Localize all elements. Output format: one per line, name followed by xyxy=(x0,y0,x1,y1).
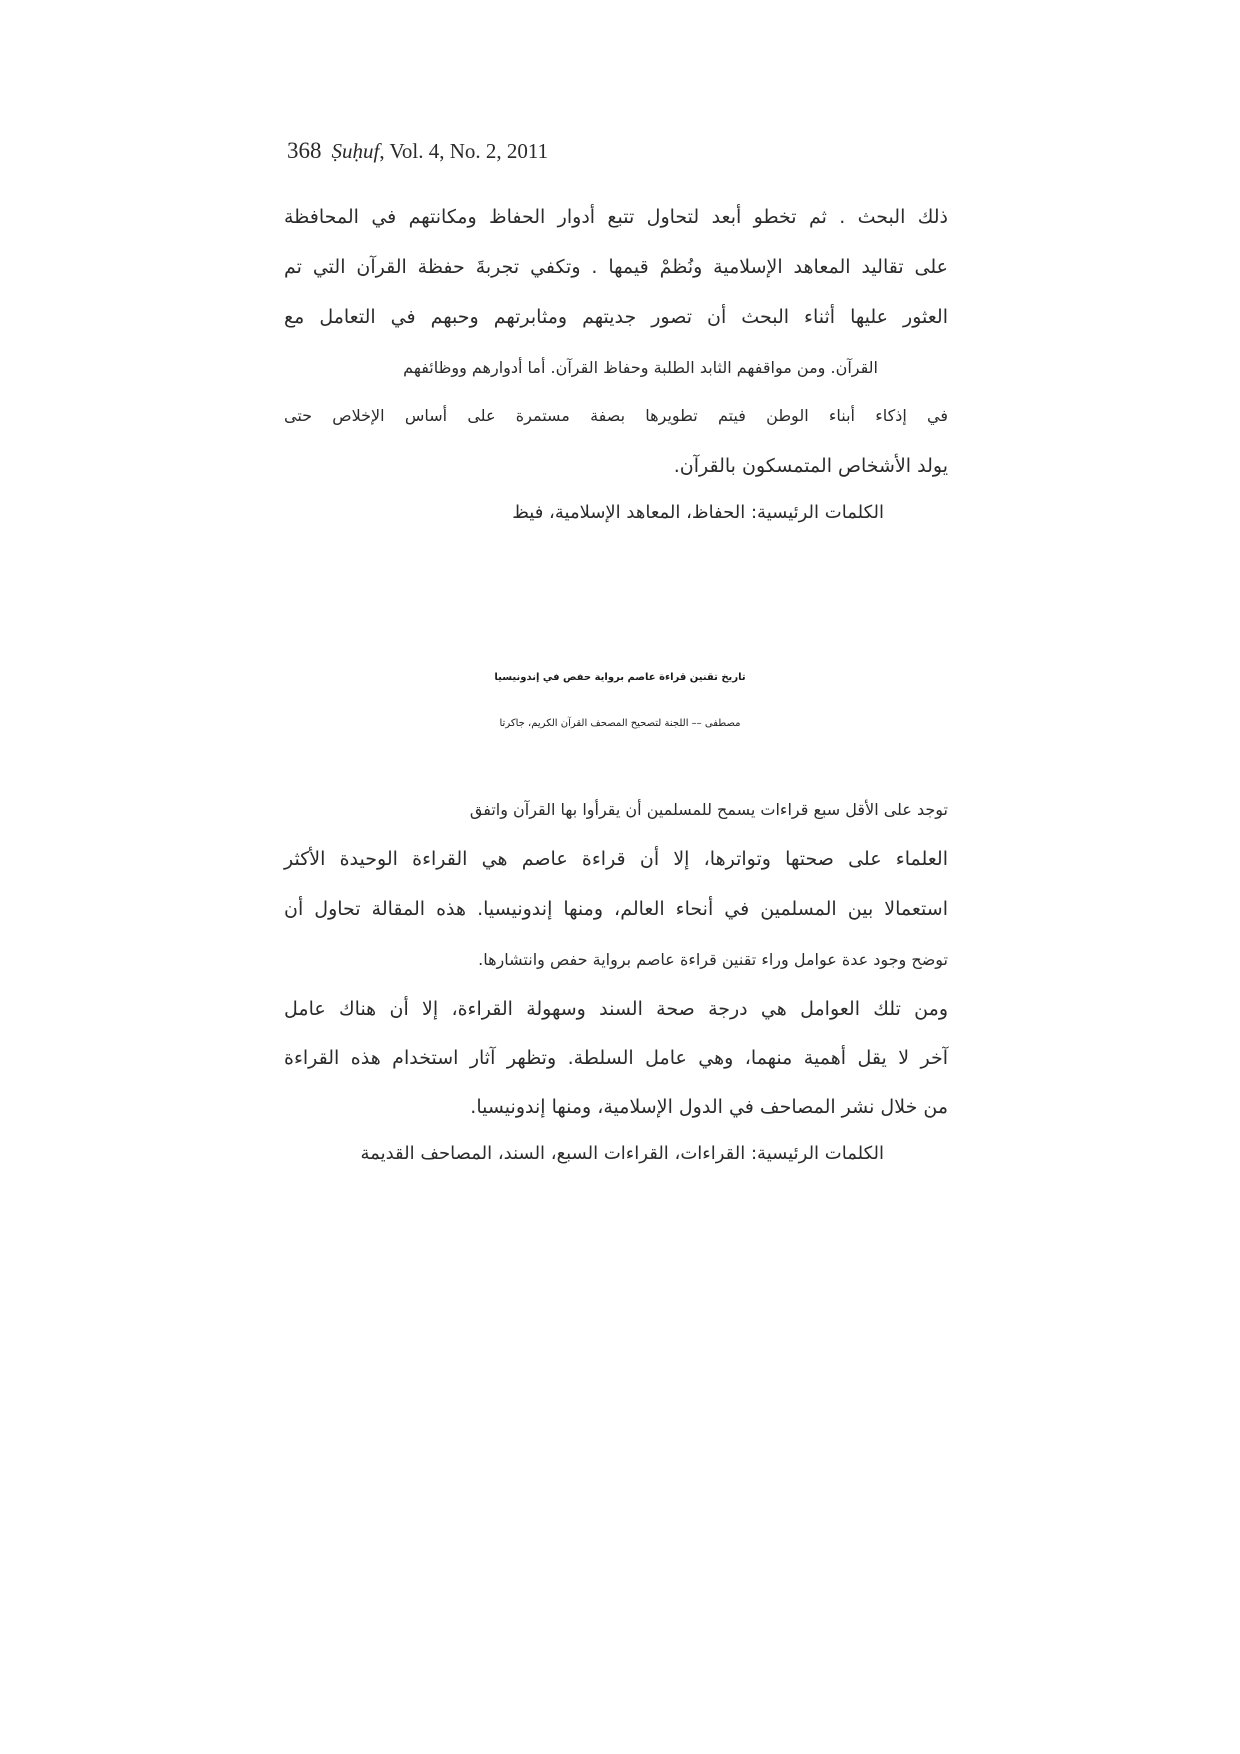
page-number: 368 xyxy=(287,138,322,163)
abstract-2-line: توضح وجود عدة عوامل وراء تقنين قراءة عاصم برواية حفص وانتشارها. xyxy=(478,950,948,969)
journal-name: Ṣuḥuf xyxy=(331,139,380,163)
abstract-2-line: ومن تلك العوامل هي درجة صحة السند وسهولة القراءة، إلا أن هناك عامل xyxy=(284,998,948,1020)
article-author: مصطفى –– اللجنة لتصحيح المصحف القرآن الكريم، جاكرتا xyxy=(499,718,741,729)
abstract-1-keywords: الكلمات الرئيسية: الحفاظ، المعاهد الإسلامية، فيظ xyxy=(512,502,884,523)
abstract-1-line: ذلك البحث . ثم تخطو أبعد لتحاول تتبع أدوار الحفاظ ومكانتهم في المحافظة xyxy=(284,206,948,228)
abstract-2-line: استعمالا بين المسلمين في أنحاء العالم، ومنها إندونيسيا. هذه المقالة تحاول أن xyxy=(284,898,948,920)
abstract-1-line: القرآن. ومن مواقفهم الثابد الطلبة وحفاظ القرآن. أما أدوارهم ووظائفهم xyxy=(403,358,878,377)
running-header xyxy=(287,138,548,164)
abstract-2-line: توجد على الأقل سبع قراءات يسمح للمسلمين أن يقرأوا بها القرآن واتفق xyxy=(469,800,948,819)
abstract-2-line: من خلال نشر المصاحف في الدول الإسلامية، ومنها إندونيسيا. xyxy=(470,1096,948,1118)
abstract-2-keywords: الكلمات الرئيسية: القراءات، القراءات السبع، السند، المصاحف القديمة xyxy=(360,1143,884,1164)
abstract-2-line: آخر لا يقل أهمية منهما، وهي عامل السلطة. وتظهر آثار استخدام هذه القراءة xyxy=(284,1047,948,1069)
abstract-1-line: يولد الأشخاص المتمسكون بالقرآن. xyxy=(673,455,948,477)
abstract-1-line: العثور عليها أثناء البحث أن تصور جديتهم ومثابرتهم وحبهم في التعامل مع xyxy=(284,306,948,328)
abstract-1-line: في إذكاء أبناء الوطن فيتم تطويرها بصفة مستمرة على أساس الإخلاص حتى xyxy=(284,406,948,425)
abstract-1-line: على تقاليد المعاهد الإسلامية ونُظمْ قيمها . وتكفي تجربةَ حفظة القرآن التي تم xyxy=(284,256,948,278)
abstract-2-line: العلماء على صحتها وتواترها، إلا أن قراءة عاصم هي القراءة الوحيدة الأكثر xyxy=(284,848,948,870)
journal-volume: , Vol. 4, No. 2, 2011 xyxy=(379,139,549,163)
article-title: تاريخ تقنين قراءة عاصم برواية حفص في إندونيسيا xyxy=(494,672,746,683)
